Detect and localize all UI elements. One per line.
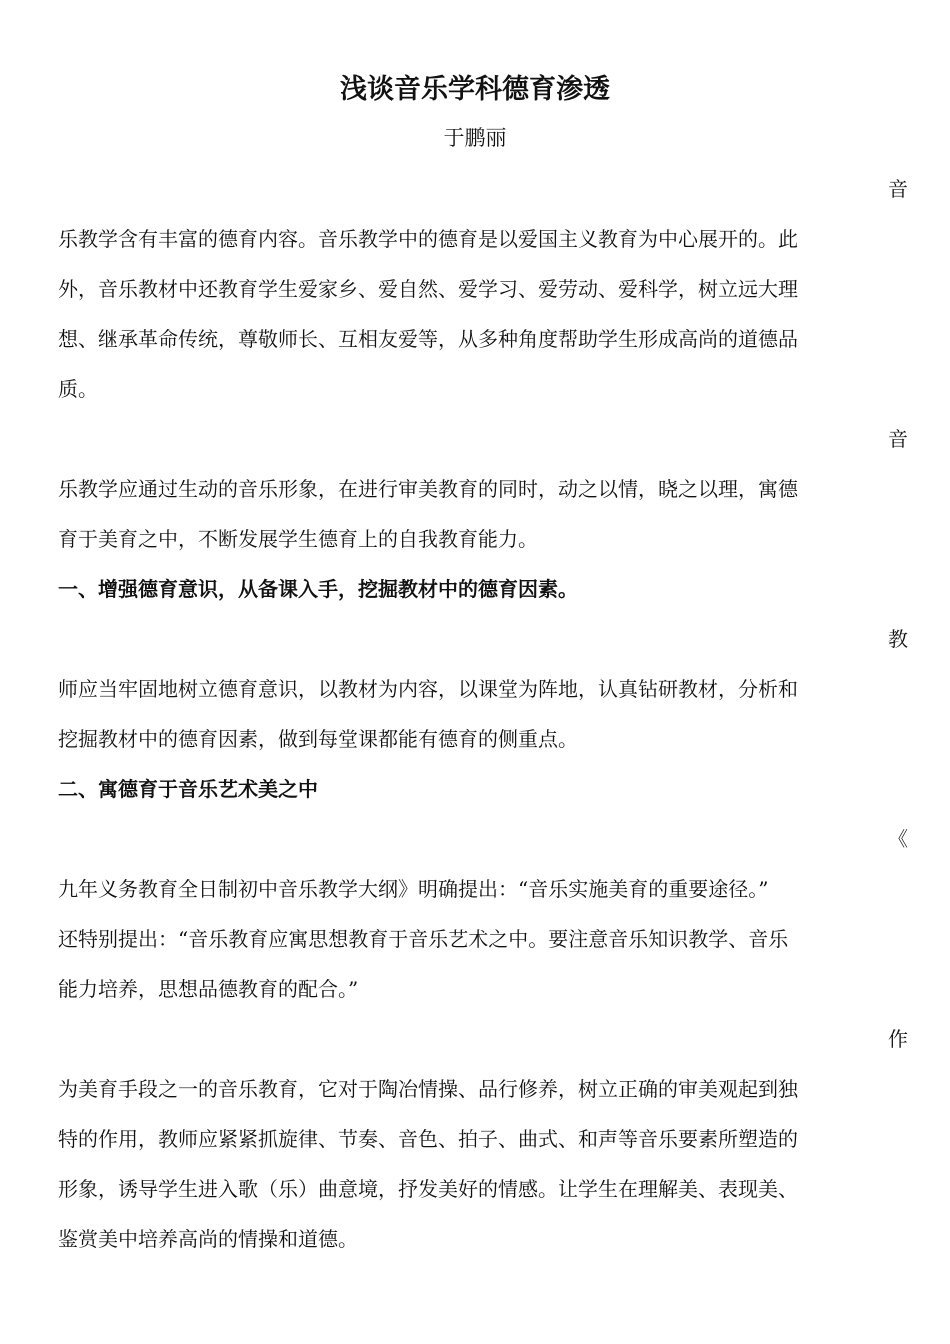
paragraph-first-char: 《 (888, 827, 908, 851)
paragraph-line: 形象，诱导学生进入歌（乐）曲意境，抒发美好的情感。让学生在理解美、表现美、 (58, 1177, 798, 1201)
paragraph-first-char: 音 (888, 177, 908, 201)
paragraph-first-char: 作 (888, 1027, 908, 1051)
paragraph-line: 想、继承革命传统，尊敬师长、互相友爱等，从多种角度帮助学生形成高尚的道德品 (58, 327, 798, 351)
paragraph-line: 育于美育之中，不断发展学生德育上的自我教育能力。 (58, 527, 538, 551)
paragraph-first-char: 音 (888, 427, 908, 451)
paragraph-line: 能力培养，思想品德教育的配合。” (58, 977, 359, 1001)
paragraph-line: 九年义务教育全日制初中音乐教学大纲》明确提出：“音乐实施美育的重要途径。” (58, 877, 769, 901)
section-heading-1: 一、增强德育意识，从备课入手，挖掘教材中的德育因素。 (58, 577, 578, 601)
paragraph-line: 鉴赏美中培养高尚的情操和道德。 (58, 1227, 358, 1251)
paragraph-2 (58, 414, 908, 564)
paragraph-line: 为美育手段之一的音乐教育，它对于陶冶情操、品行修养，树立正确的审美观起到独 (58, 1077, 798, 1101)
paragraph-line: 还特别提出：“音乐教育应寓思想教育于音乐艺术之中。要注意音乐知识教学、音乐 (58, 927, 789, 951)
paragraph-line: 乐教学应通过生动的音乐形象，在进行审美教育的同时，动之以情，晓之以理，寓德 (58, 477, 798, 501)
paragraph-5 (58, 1014, 908, 1264)
paragraph-line: 师应当牢固地树立德育意识，以教材为内容，以课堂为阵地，认真钻研教材，分析和 (58, 677, 798, 701)
author-name: 于鹏丽 (443, 126, 507, 150)
document-title: 浅谈音乐学科德育渗透 (340, 74, 610, 105)
paragraph-line: 质。 (58, 377, 98, 401)
paragraph-line: 外，音乐教材中还教育学生爱家乡、爱自然、爱学习、爱劳动、爱科学，树立远大理 (58, 277, 798, 301)
section-heading-2: 二、寓德育于音乐艺术美之中 (58, 777, 318, 801)
paragraph-3 (58, 614, 908, 764)
paragraph-1 (58, 164, 908, 414)
paragraph-line: 挖掘教材中的德育因素，做到每堂课都能有德育的侧重点。 (58, 727, 578, 751)
paragraph-line: 乐教学含有丰富的德育内容。音乐教学中的德育是以爱国主义教育为中心展开的。此 (58, 227, 798, 251)
paragraph-4 (58, 814, 908, 1014)
document-body (58, 164, 908, 1264)
paragraph-line: 特的作用，教师应紧紧抓旋律、节奏、音色、拍子、曲式、和声等音乐要素所塑造的 (58, 1127, 798, 1151)
paragraph-first-char: 教 (888, 627, 908, 651)
